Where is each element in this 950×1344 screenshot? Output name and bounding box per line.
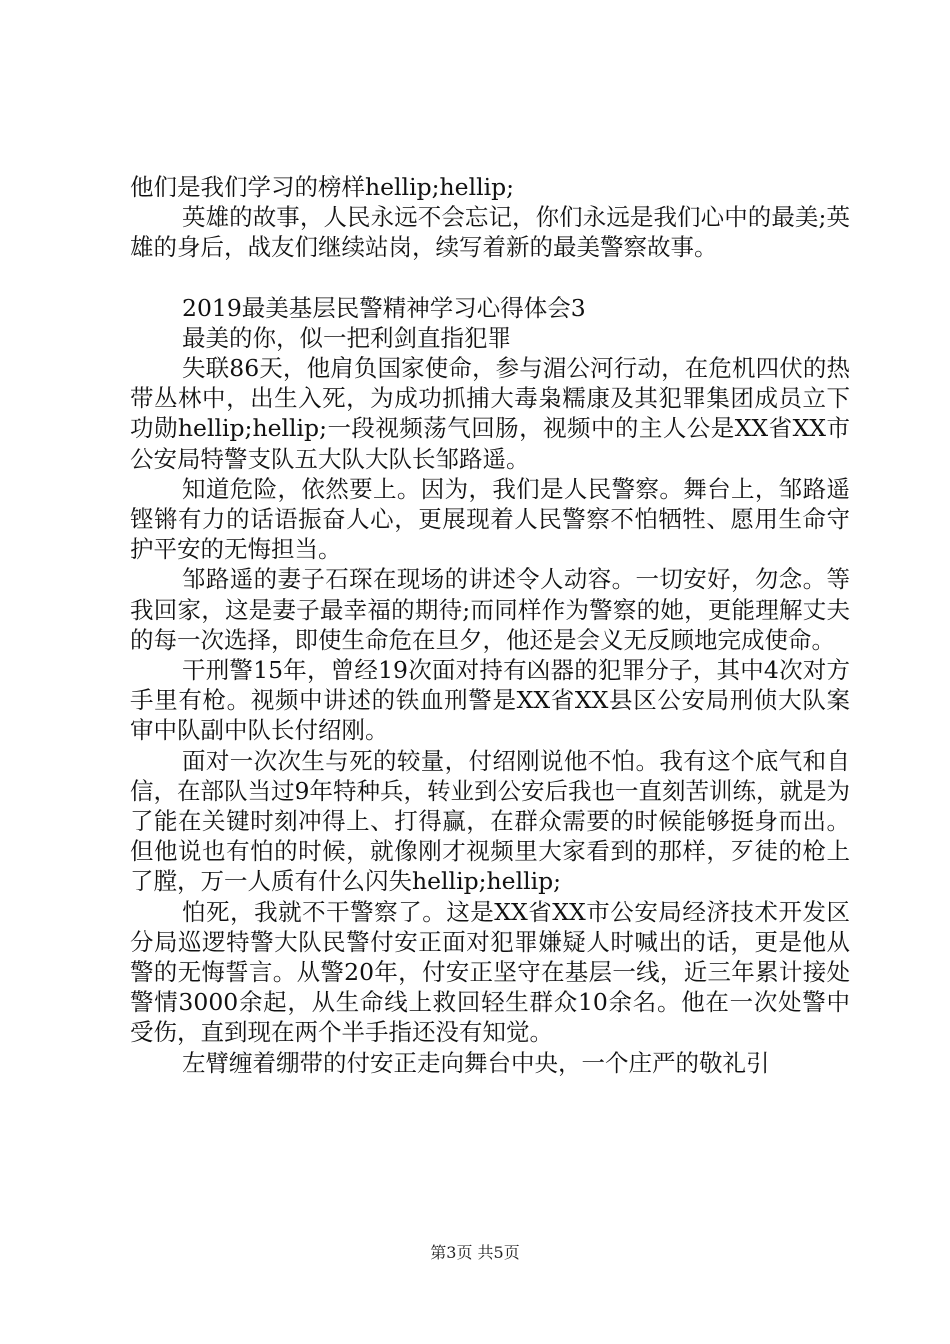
paragraph: 干刑警15年，曾经19次面对持有凶器的犯罪分子，其中4次对方手里有枪。视频中讲述的铁血刑警是XX省XX县区公安局刑侦大队案审中队副中队长付绍刚。: [130, 656, 850, 745]
section-heading: 2019最美基层民警精神学习心得体会3: [182, 293, 586, 322]
paragraph-continued: 他们是我们学习的榜样hellip;hellip;: [130, 173, 515, 201]
paragraph: 英雄的故事，人民永远不会忘记，你们永远是我们心中的最美;英雄的身后，战友们继续站岗，续写着新的最美警察故事。: [130, 203, 850, 262]
section-subheading: 最美的你，似一把利剑直指犯罪: [182, 323, 511, 352]
paragraph: 知道危险，依然要上。因为，我们是人民警察。舞台上，邹路遥铿锵有力的话语振奋人心，更展现着人民警察不怕牺牲、愿用生命守护平安的无悔担当。: [130, 474, 850, 564]
page-footer: 第3页 共5页: [430, 1243, 520, 1262]
paragraph: 左臂缠着绷带的付安正走向舞台中央，一个庄严的敬礼引: [182, 1048, 770, 1077]
paragraph: 面对一次次生与死的较量，付绍刚说他不怕。我有这个底气和自信，在部队当过9年特种兵，转业到公安后我也一直刻苦训练，就是为了能在关键时刻冲得上、打得赢，在群众需要的时候能够挺身而出。但他说也有怕的时候，就像刚才视频里大家看到的那样，歹徒的枪上了膛，万一人质有什么闪失hellip;hellip;: [130, 746, 850, 896]
paragraph: 邹路遥的妻子石琛在现场的讲述令人动容。一切安好，勿念。等我回家，这是妻子最幸福的期待;而同样作为警察的她，更能理解丈夫的每一次选择，即使生命危在旦夕，他还是会义无反顾地完成使命。: [130, 565, 850, 654]
paragraph: 失联86天，他肩负国家使命，参与湄公河行动，在危机四伏的热带丛林中，出生入死，为成功抓捕大毒枭糯康及其犯罪集团成员立下功勋hellip;hellip;一段视频荡气回肠，视频中的主人公是XX省XX市公安局特警支队五大队大队长邹路遥。: [130, 354, 850, 473]
paragraph: 怕死，我就不干警察了。这是XX省XX市公安局经济技术开发区分局巡逻特警大队民警付安正面对犯罪嫌疑人时喊出的话，更是他从警的无悔誓言。从警20年，付安正坚守在基层一线，近三年累计接处警情3000余起，从生命线上救回轻生群众10余名。他在一次处警中受伤，直到现在两个半手指还没有知觉。: [130, 897, 850, 1047]
document-body: [130, 172, 850, 1078]
